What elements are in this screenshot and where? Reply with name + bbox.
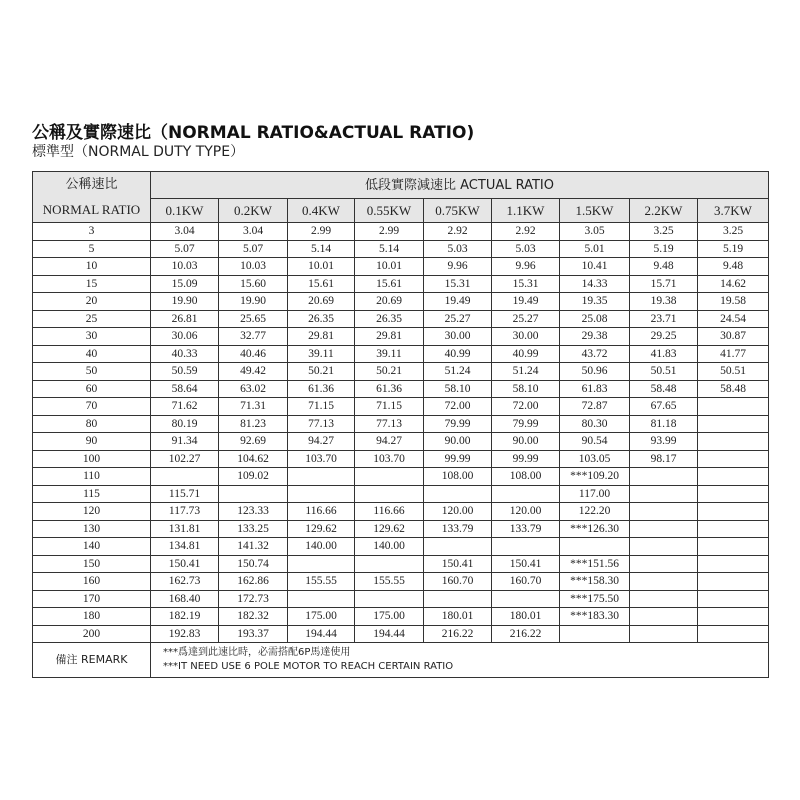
page-subtitle: 標準型（NORMAL DUTY TYPE） [32,144,245,160]
actual-ratio-cell: 80.30 [560,415,630,433]
nominal-ratio-cell: 120 [33,503,151,521]
actual-ratio-cell [355,468,424,486]
actual-ratio-cell: 108.00 [492,468,560,486]
nominal-ratio-cell: 3 [33,223,151,241]
actual-ratio-cell: 15.09 [151,275,219,293]
actual-ratio-cell: 49.42 [219,363,288,381]
table-row [33,328,769,346]
remark-text [151,643,769,678]
actual-ratio-cell: 71.31 [219,398,288,416]
actual-ratio-cell: 23.71 [630,310,698,328]
column-header: 0.2KW [219,199,288,223]
actual-ratio-cell: 150.41 [424,555,492,573]
nominal-ratio-cell: 140 [33,538,151,556]
actual-ratio-cell: ***158.30 [560,573,630,591]
actual-ratio-header: 低段實際減速比 ACTUAL RATIO [151,172,769,199]
actual-ratio-cell: 50.51 [630,363,698,381]
actual-ratio-cell: 182.19 [151,608,219,626]
actual-ratio-cell: 91.34 [151,433,219,451]
nominal-ratio-cell: 20 [33,293,151,311]
actual-ratio-cell: 140.00 [288,538,355,556]
actual-ratio-cell [698,415,769,433]
nominal-ratio-cell: 130 [33,520,151,538]
actual-ratio-cell: 3.05 [560,223,630,241]
nominal-ratio-cell: 70 [33,398,151,416]
remark-row [33,643,769,678]
actual-ratio-cell: 5.19 [698,240,769,258]
actual-ratio-cell: 40.99 [492,345,560,363]
actual-ratio-cell: 26.35 [288,310,355,328]
actual-ratio-cell [698,555,769,573]
actual-ratio-cell: 5.07 [219,240,288,258]
page-title: 公稱及實際速比（NORMAL RATIO&ACTUAL RATIO) [32,123,475,143]
actual-ratio-cell: 3.25 [630,223,698,241]
actual-ratio-cell: 10.01 [355,258,424,276]
actual-ratio-cell: 19.49 [492,293,560,311]
actual-ratio-cell: 40.33 [151,345,219,363]
actual-ratio-cell: 90.00 [424,433,492,451]
actual-ratio-cell: 141.32 [219,538,288,556]
actual-ratio-cell [492,538,560,556]
actual-ratio-cell: 10.41 [560,258,630,276]
actual-ratio-cell [219,485,288,503]
actual-ratio-cell: 99.99 [424,450,492,468]
remark-line-zh: ***爲達到此速比時，必需搭配6P馬達使用 [163,647,351,658]
actual-ratio-cell: 9.48 [630,258,698,276]
column-header: 2.2KW [630,199,698,223]
actual-ratio-cell: 129.62 [288,520,355,538]
actual-ratio-cell: 29.81 [288,328,355,346]
actual-ratio-cell: 15.71 [630,275,698,293]
nominal-ratio-cell: 115 [33,485,151,503]
actual-ratio-cell: 20.69 [288,293,355,311]
table-row [33,363,769,381]
table-row [33,433,769,451]
actual-ratio-cell [492,485,560,503]
actual-ratio-cell [630,573,698,591]
actual-ratio-cell: 117.00 [560,485,630,503]
actual-ratio-cell: 30.87 [698,328,769,346]
normal-ratio-header [33,172,151,223]
actual-ratio-cell: 150.41 [151,555,219,573]
actual-ratio-cell: 168.40 [151,590,219,608]
nominal-ratio-cell: 160 [33,573,151,591]
table-row [33,240,769,258]
table-row [33,398,769,416]
actual-ratio-cell: 29.81 [355,328,424,346]
actual-ratio-cell [492,590,560,608]
actual-ratio-cell [630,520,698,538]
actual-ratio-cell: 61.36 [288,380,355,398]
actual-ratio-cell [424,538,492,556]
actual-ratio-cell: 77.13 [355,415,424,433]
actual-ratio-cell: 19.90 [151,293,219,311]
table-row [33,450,769,468]
actual-ratio-cell: 10.01 [288,258,355,276]
actual-ratio-cell: 193.37 [219,625,288,643]
actual-ratio-cell [355,555,424,573]
actual-ratio-cell: 72.87 [560,398,630,416]
actual-ratio-cell: 160.70 [424,573,492,591]
actual-ratio-cell: ***126.30 [560,520,630,538]
actual-ratio-cell [630,503,698,521]
nominal-ratio-cell: 40 [33,345,151,363]
actual-ratio-cell: 94.27 [288,433,355,451]
actual-ratio-cell: 30.06 [151,328,219,346]
actual-ratio-cell: 15.31 [492,275,560,293]
actual-ratio-cell [698,573,769,591]
actual-ratio-cell [698,590,769,608]
actual-ratio-cell: 72.00 [492,398,560,416]
actual-ratio-cell [355,590,424,608]
normal-ratio-header-en: NORMAL RATIO [42,202,141,217]
actual-ratio-cell: 15.60 [219,275,288,293]
nominal-ratio-cell: 150 [33,555,151,573]
actual-ratio-cell: 15.61 [288,275,355,293]
actual-ratio-cell: 120.00 [424,503,492,521]
nominal-ratio-cell: 60 [33,380,151,398]
actual-ratio-cell: 3.04 [151,223,219,241]
actual-ratio-cell: 40.99 [424,345,492,363]
actual-ratio-cell: 19.58 [698,293,769,311]
column-header: 0.75KW [424,199,492,223]
actual-ratio-cell: 40.46 [219,345,288,363]
actual-ratio-cell: 115.71 [151,485,219,503]
nominal-ratio-cell: 180 [33,608,151,626]
actual-ratio-cell: 58.10 [492,380,560,398]
actual-ratio-cell: 108.00 [424,468,492,486]
actual-ratio-cell: 10.03 [151,258,219,276]
actual-ratio-cell: 5.03 [492,240,560,258]
table-row [33,555,769,573]
actual-ratio-cell: 50.51 [698,363,769,381]
actual-ratio-cell: 140.00 [355,538,424,556]
actual-ratio-cell: 5.19 [630,240,698,258]
nominal-ratio-cell: 30 [33,328,151,346]
actual-ratio-cell: 10.03 [219,258,288,276]
actual-ratio-cell: 155.55 [288,573,355,591]
actual-ratio-cell: 120.00 [492,503,560,521]
actual-ratio-cell: 32.77 [219,328,288,346]
actual-ratio-cell: 5.14 [355,240,424,258]
actual-ratio-cell: 90.54 [560,433,630,451]
actual-ratio-cell: 67.65 [630,398,698,416]
actual-ratio-cell: 102.27 [151,450,219,468]
actual-ratio-cell: 194.44 [355,625,424,643]
actual-ratio-cell: 9.48 [698,258,769,276]
column-header: 0.4KW [288,199,355,223]
column-header: 3.7KW [698,199,769,223]
actual-ratio-cell: 50.96 [560,363,630,381]
actual-ratio-cell: 51.24 [492,363,560,381]
actual-ratio-cell: 30.00 [424,328,492,346]
nominal-ratio-cell: 90 [33,433,151,451]
table-body [33,223,769,643]
column-header: 0.1KW [151,199,219,223]
actual-ratio-cell [288,468,355,486]
actual-ratio-cell: 2.92 [424,223,492,241]
actual-ratio-cell: 117.73 [151,503,219,521]
actual-ratio-cell: 26.35 [355,310,424,328]
actual-ratio-cell: 39.11 [288,345,355,363]
actual-ratio-cell: 25.65 [219,310,288,328]
actual-ratio-cell: 194.44 [288,625,355,643]
actual-ratio-cell: 39.11 [355,345,424,363]
normal-ratio-header-zh: 公稱速比 [65,177,118,192]
actual-ratio-cell: 5.07 [151,240,219,258]
actual-ratio-cell: 61.36 [355,380,424,398]
actual-ratio-cell [698,398,769,416]
table-row [33,538,769,556]
actual-ratio-cell: 29.38 [560,328,630,346]
actual-ratio-cell [560,538,630,556]
actual-ratio-cell: 26.81 [151,310,219,328]
remark-line-en: ***IT NEED USE 6 POLE MOTOR TO REACH CERTAIN RATIO [163,661,454,672]
table-row [33,590,769,608]
actual-ratio-cell: 79.99 [492,415,560,433]
actual-ratio-cell: 216.22 [492,625,560,643]
actual-ratio-cell [355,485,424,503]
actual-ratio-cell: 9.96 [492,258,560,276]
actual-ratio-cell: 94.27 [355,433,424,451]
actual-ratio-cell: 155.55 [355,573,424,591]
actual-ratio-cell [151,468,219,486]
actual-ratio-cell [698,433,769,451]
actual-ratio-cell: 175.00 [355,608,424,626]
actual-ratio-cell: 182.32 [219,608,288,626]
actual-ratio-cell: 77.13 [288,415,355,433]
actual-ratio-cell: 133.79 [492,520,560,538]
nominal-ratio-cell: 100 [33,450,151,468]
actual-ratio-cell: 131.81 [151,520,219,538]
actual-ratio-cell: 20.69 [355,293,424,311]
actual-ratio-cell [630,538,698,556]
nominal-ratio-cell: 200 [33,625,151,643]
nominal-ratio-cell: 170 [33,590,151,608]
actual-ratio-cell: ***109.20 [560,468,630,486]
actual-ratio-cell: 5.14 [288,240,355,258]
actual-ratio-cell: 25.27 [492,310,560,328]
actual-ratio-cell: 3.04 [219,223,288,241]
actual-ratio-cell: 80.19 [151,415,219,433]
remark-label: 備注 REMARK [33,643,151,678]
actual-ratio-cell: 2.99 [355,223,424,241]
actual-ratio-cell [698,520,769,538]
actual-ratio-cell: 192.83 [151,625,219,643]
actual-ratio-cell: 133.25 [219,520,288,538]
actual-ratio-cell [630,625,698,643]
actual-ratio-cell: 51.24 [424,363,492,381]
actual-ratio-cell: 19.38 [630,293,698,311]
actual-ratio-cell: 150.74 [219,555,288,573]
actual-ratio-cell: 9.96 [424,258,492,276]
nominal-ratio-cell: 5 [33,240,151,258]
actual-ratio-cell: 50.21 [355,363,424,381]
actual-ratio-cell: 180.01 [492,608,560,626]
actual-ratio-cell: 14.62 [698,275,769,293]
actual-ratio-cell [698,485,769,503]
actual-ratio-cell [560,625,630,643]
table-row [33,293,769,311]
table-row [33,310,769,328]
actual-ratio-cell: ***175.50 [560,590,630,608]
actual-ratio-cell: 98.17 [630,450,698,468]
actual-ratio-cell: 93.99 [630,433,698,451]
table-row [33,223,769,241]
actual-ratio-cell: 79.99 [424,415,492,433]
actual-ratio-cell [424,590,492,608]
nominal-ratio-cell: 25 [33,310,151,328]
nominal-ratio-cell: 50 [33,363,151,381]
actual-ratio-cell: 61.83 [560,380,630,398]
actual-ratio-cell: 81.23 [219,415,288,433]
actual-ratio-cell [424,485,492,503]
actual-ratio-cell: 58.48 [630,380,698,398]
actual-ratio-cell: 15.61 [355,275,424,293]
actual-ratio-cell: 63.02 [219,380,288,398]
actual-ratio-cell: 180.01 [424,608,492,626]
actual-ratio-cell: 50.21 [288,363,355,381]
actual-ratio-cell: 162.73 [151,573,219,591]
actual-ratio-cell [630,555,698,573]
actual-ratio-cell: 72.00 [424,398,492,416]
actual-ratio-cell: 71.62 [151,398,219,416]
actual-ratio-cell [288,485,355,503]
column-header: 1.1KW [492,199,560,223]
nominal-ratio-cell: 110 [33,468,151,486]
actual-ratio-cell: 5.01 [560,240,630,258]
actual-ratio-cell: 90.00 [492,433,560,451]
nominal-ratio-cell: 80 [33,415,151,433]
table-row [33,380,769,398]
table-row [33,485,769,503]
actual-ratio-cell: 24.54 [698,310,769,328]
actual-ratio-cell: 43.72 [560,345,630,363]
column-header: 1.5KW [560,199,630,223]
actual-ratio-cell: 81.18 [630,415,698,433]
actual-ratio-cell: 19.35 [560,293,630,311]
actual-ratio-cell: 162.86 [219,573,288,591]
actual-ratio-cell: 123.33 [219,503,288,521]
actual-ratio-cell: 14.33 [560,275,630,293]
actual-ratio-cell: 129.62 [355,520,424,538]
actual-ratio-cell [630,608,698,626]
actual-ratio-cell [630,468,698,486]
actual-ratio-cell: 99.99 [492,450,560,468]
actual-ratio-cell: 41.77 [698,345,769,363]
actual-ratio-cell: 103.70 [355,450,424,468]
column-header: 0.55KW [355,199,424,223]
actual-ratio-cell: 103.05 [560,450,630,468]
actual-ratio-cell: ***151.56 [560,555,630,573]
actual-ratio-cell [698,468,769,486]
actual-ratio-cell: 41.83 [630,345,698,363]
actual-ratio-cell: 109.02 [219,468,288,486]
actual-ratio-cell [630,590,698,608]
table-row [33,415,769,433]
actual-ratio-cell: 19.90 [219,293,288,311]
table-row [33,275,769,293]
actual-ratio-cell [630,485,698,503]
ratio-table [32,171,769,678]
actual-ratio-cell: 5.03 [424,240,492,258]
actual-ratio-cell: 2.92 [492,223,560,241]
actual-ratio-cell [288,590,355,608]
actual-ratio-cell: 30.00 [492,328,560,346]
actual-ratio-cell: 25.08 [560,310,630,328]
table-row [33,258,769,276]
table-row [33,503,769,521]
actual-ratio-cell: 58.10 [424,380,492,398]
actual-ratio-cell: 133.79 [424,520,492,538]
actual-ratio-cell [288,555,355,573]
table-row [33,345,769,363]
actual-ratio-cell: 92.69 [219,433,288,451]
actual-ratio-cell: 116.66 [288,503,355,521]
actual-ratio-cell: 122.20 [560,503,630,521]
actual-ratio-cell: 216.22 [424,625,492,643]
actual-ratio-cell: 50.59 [151,363,219,381]
actual-ratio-cell: 150.41 [492,555,560,573]
actual-ratio-cell: 71.15 [355,398,424,416]
actual-ratio-cell: 25.27 [424,310,492,328]
actual-ratio-cell: 29.25 [630,328,698,346]
table-row [33,573,769,591]
actual-ratio-cell: 116.66 [355,503,424,521]
actual-ratio-cell: 71.15 [288,398,355,416]
table-row [33,608,769,626]
nominal-ratio-cell: 10 [33,258,151,276]
nominal-ratio-cell: 15 [33,275,151,293]
actual-ratio-cell: 172.73 [219,590,288,608]
actual-ratio-cell: 15.31 [424,275,492,293]
table-row [33,625,769,643]
actual-ratio-cell: 175.00 [288,608,355,626]
actual-ratio-cell: 2.99 [288,223,355,241]
actual-ratio-cell [698,503,769,521]
actual-ratio-cell [698,608,769,626]
actual-ratio-cell [698,625,769,643]
actual-ratio-cell: 104.62 [219,450,288,468]
actual-ratio-cell [698,538,769,556]
actual-ratio-cell: 103.70 [288,450,355,468]
actual-ratio-cell: 160.70 [492,573,560,591]
table-row [33,520,769,538]
actual-ratio-cell [698,450,769,468]
actual-ratio-cell: 134.81 [151,538,219,556]
table-row [33,468,769,486]
actual-ratio-cell: 58.48 [698,380,769,398]
actual-ratio-cell: 58.64 [151,380,219,398]
actual-ratio-cell: 19.49 [424,293,492,311]
actual-ratio-cell: 3.25 [698,223,769,241]
actual-ratio-cell: ***183.30 [560,608,630,626]
